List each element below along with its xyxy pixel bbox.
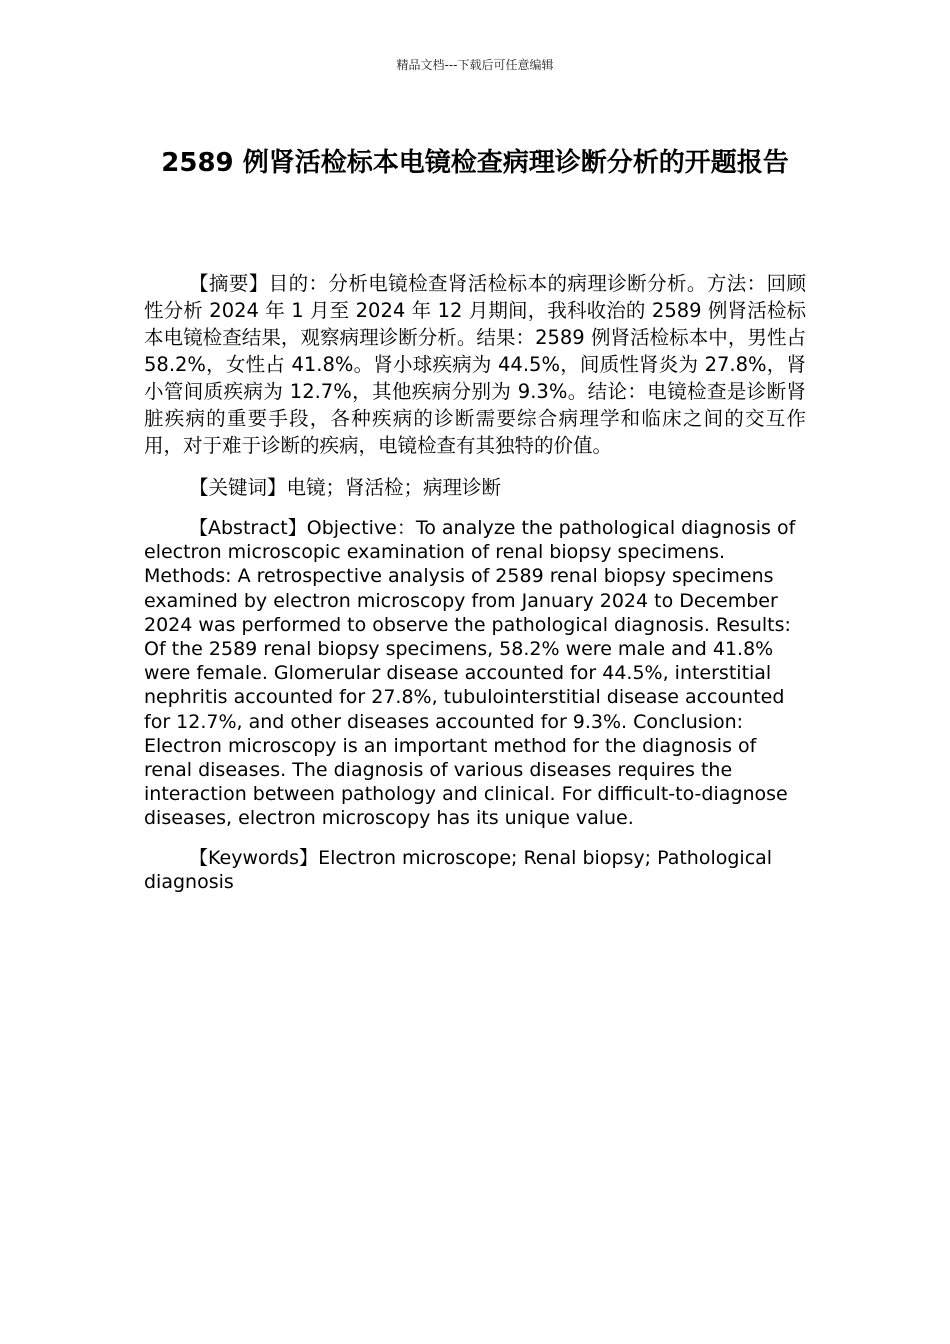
keywords-en-label: 【Keywords】 xyxy=(189,846,319,869)
keywords-cn xyxy=(144,474,806,501)
keywords-en xyxy=(144,846,806,894)
abstract-cn-text: 目的：分析电镜检查肾活检标本的病理诊断分析。方法：回顾性分析 2024 年 1 月至 2024 年 12 月期间，我科收治的 2589 例肾活检标本电镜检查结果，观察病理诊断分析。结果：2589 例肾活检标本中，男性占 58.2%，女性占 41.8%。肾小球疾病为 44.5%，间质性肾炎为 27.8%，肾小管间质疾病为 12.7%，其他疾病分别为 9.3%。结论：电镜检查是诊断肾脏疾病的重要手段，各种疾病的诊断需要综合病理学和临床之间的交互作用，对于难于诊断的疾病，电镜检查有其独特的价值。 xyxy=(144,272,806,457)
abstract-cn xyxy=(144,270,806,459)
keywords-cn-label: 【关键词】 xyxy=(189,476,287,499)
abstract-en-text: Objective：To analyze the pathological diagnosis of electron microscopic examination of renal biopsy specimens. Methods: A retrospective analysis of 2589 renal biopsy specimens examined by electron microscopy from January 2024 to December 2024 was performed to observe the pathological diagnosis. Results: Of the 2589 renal biopsy specimens, 58.2% were male and 41.8% were female. Glomerular disease accounted for 44.5%, interstitial nephritis accounted for 27.8%, tubulointerstitial disease accounted for 12.7%, and other diseases accounted for 9.3%. Conclusion: Electron microscopy is an important method for the diagnosis of renal diseases. The diagnosis of various diseases requires the interaction between pathology and clinical. For difficult-to-diagnose diseases, electron microscopy has its unique value. xyxy=(144,517,796,830)
document-body xyxy=(144,270,806,909)
page-header-note: 精品文档---下载后可任意编辑 xyxy=(396,58,554,72)
keywords-cn-text: 电镜；肾活检；病理诊断 xyxy=(286,476,502,499)
abstract-en xyxy=(144,516,806,831)
document-title: 2589 例肾活检标本电镜检查病理诊断分析的开题报告 xyxy=(161,148,789,178)
abstract-cn-label: 【摘要】 xyxy=(189,272,269,295)
keywords-en-text: Electron microscope; Renal biopsy; Pathological diagnosis xyxy=(144,846,773,893)
abstract-en-label: 【Abstract】 xyxy=(189,517,307,539)
